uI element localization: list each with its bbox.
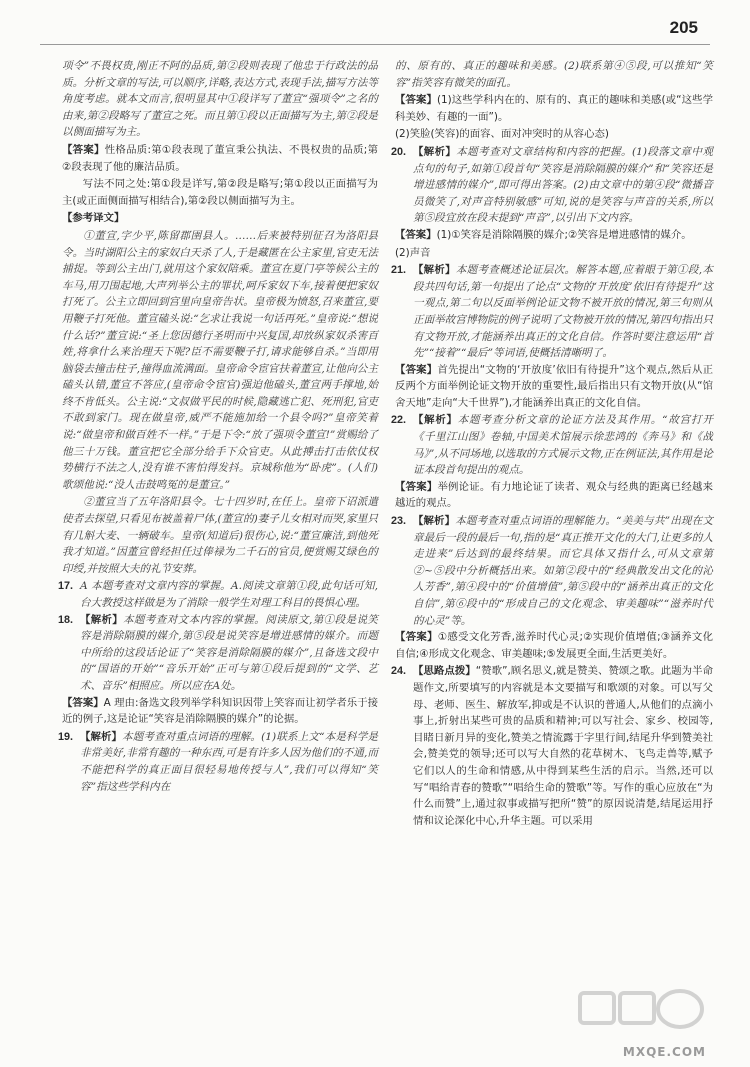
- answer-text: 举例论证。有力地论证了读者、观众与经典的距离已经越来越近的观点。: [395, 480, 714, 510]
- question-number: 21.: [391, 264, 407, 277]
- question-number: 19.: [58, 730, 74, 743]
- header-rule: [40, 44, 710, 45]
- answer-label: 【答案】: [395, 631, 438, 644]
- answer-text: 写法不同之处:第①段是详写,第②段是略写;第①段以正面描写为主(或正面侧面描写相结合),第②段以侧面描写为主。: [62, 178, 378, 207]
- question-number: 22.: [391, 414, 407, 427]
- paragraph: 项令”不畏权贵,刚正不阿的品质,第②段则表现了他忠于行政法的品质。分析文章的写法,可以顺序,详略,表达方式,表现手法,描写方法等角度考虑。就本文而言,很明显其中①段详写了董宣“强项令”之名的由来,第②段略写了董宣之死。而且第①段以正面描写为主,第②段是以侧面描写为主。: [62, 60, 378, 139]
- question-text: A 本题考查对文章内容的掌握。A.阅读文章第①段,此句话可知,台大教授这样做是为了消除一般学生对理工科目的畏惧心理。: [80, 580, 378, 609]
- answer-text: 首先提出“文物的‘开放度’依旧有待提升”这个观点,然后从正反两个方面举例论证文物开放的重要性,最后指出只有文物开放(从“馆舍天地”走向“大千世界”),才能涵养出真正的文化自信。: [395, 363, 713, 409]
- analysis-label: 【解析】: [80, 613, 123, 626]
- analysis-label: 【解析】: [80, 730, 122, 743]
- hint-text: “赞歌”,顾名思义,就是赞美、赞颂之歌。此题为半命题作文,所要填写的内容就是本文要描写和歌颂的对象。可以写父母、老师、医生、解放军,抑或是不认识的普通人,从他们的点滴小事上,折射出某些可贵的品质和精神;可以写社会、家乡、校园等,目睹日新月异的变化,赞美之情流露于字里行间,结尾升华到赞美社会,赞美党的领导;还可以写大自然的花草树木、飞鸟走兽等,赋予它们以人的生命和情感,从中得到某些生活的启示。当然,还可以写“唱给青春的赞歌”“唱给生命的赞歌”等。写作的重心应放在“为什么而赞”上,通过叙事或描写把所“赞”的原因说清楚,结尾运用抒情和议论深化中心,升华主题。可以采用: [413, 665, 714, 827]
- question-19: [58, 729, 378, 795]
- answer-text: ①感受文化芳香,滋养时代心灵;②实现价值增值;③涵养文化自信;④形成文化观念、审美趣味;⑤发展更全面,生活更美好。: [395, 631, 714, 660]
- watermark-text: MXQE.COM: [622, 1045, 706, 1059]
- question-number: 18.: [58, 613, 74, 626]
- page-number: 205: [669, 18, 698, 37]
- left-column: [58, 58, 379, 795]
- analysis-label: 【解析】: [413, 145, 457, 158]
- answer-label: 【答案】: [395, 94, 437, 107]
- translation-paragraph: ②董宣当了五年洛阳县令。七十四岁时,在任上。皇帝下诏派遣使者去探望,只看见布被盖着尸体,(董宣的)妻子儿女相对而哭,家里只有几斛大麦、一辆破车。皇帝(知道后)很伤心,说:“董宣廉洁,到他死我才知道。”因董宣曾经担任过俸禄为二千石的官员,便赏赐艾绿色的印绶,并按照大夫的礼节安葬。: [62, 496, 378, 575]
- answer-text: 性格品质:第①段表现了董宣秉公执法、不畏权贵的品质;第②段表现了他的廉洁品质。: [62, 143, 378, 173]
- analysis-text: 本题考查分析文章的论证方法及其作用。“故宫打开《千里江山图》卷轴,中国美术馆展示徐悲鸿的《奔马》和《战马》”,从不同场地,以选取的方式展示文物,正在例证法,其作用是论证本段首句提出的观点。: [413, 414, 714, 477]
- watermark-logo-icon: [570, 985, 720, 1045]
- answer-text: A 理由:备选文段列举学科知识因带上笑容而让初学者乐于接近的例子,这是论证“笑容是消除隔膜的媒介”的论据。: [62, 696, 378, 726]
- question-number: 23.: [391, 515, 407, 528]
- answer-text: (2)声音: [395, 246, 431, 259]
- answer-label: 【答案】: [395, 480, 438, 493]
- answer-label: 【答案】: [62, 143, 105, 156]
- analysis-label: 【解析】: [413, 264, 456, 277]
- hint-label: 【思路点拨】: [413, 665, 476, 678]
- analysis-text: 本题考查对文本内容的掌握。阅读原文,第①段是说笑容是消除隔膜的媒介,第⑤段是说笑容是增进感情的媒介。而题中所给的这段话论证了“笑容是消除隔膜的媒介”,且备选文段中的“国语的开始”“音乐开始”正可与第①段后提到的“文学、艺术、音乐”相照应。所以应在A处。: [80, 613, 379, 692]
- question-17: [58, 578, 378, 611]
- answer-label: 【答案】: [395, 363, 438, 376]
- answer-label: 【答案】: [62, 696, 104, 709]
- analysis-label: 【解析】: [413, 414, 458, 427]
- reference-translation-label: 【参考译文】: [62, 212, 125, 225]
- question-number: 20.: [391, 145, 407, 158]
- answer-text: (2)笑脸(笑容)的面容、面对冲突时的从容心态): [395, 128, 609, 141]
- analysis-text: 本题考查对文章结构和内容的把握。(1)段落文章中观点句的句子,如第①段首句“笑容是消除隔膜的媒介”和“笑容还是增进感情的媒介”,即可得出答案。(2)由文章中的第④段“微播音员微笑了,对声音特别敏感”可知,说的是笑容与声音的关系,所以第⑤段宜放在段末提到“声音”,以引出下文内容。: [413, 145, 713, 225]
- translation-paragraph: ①董宣,字少平,陈留郡圉县人。……后来被特别征召为洛阳县令。当时湖阳公主的家奴白天杀了人,于是藏匿在公主家里,官吏无法捕捉。等到公主出门,就用这个家奴陪乘。董宣在夏门亭等候公主的车马,用刀围起地,大声列举公主的罪状,呵斥家奴下车,接着便把家奴打死了。公主立即回到宫里向皇帝告状。皇帝极为愤怒,召来董宣,要用鞭子打死他。董宣磕头说:“乞求让我说一句话再死。”皇帝说:“想说什么话?”董宣说:“圣上您因德行圣明而中兴复国,却放纵家奴杀害百姓,将拿什么来治理天下呢?臣不需要鞭子打,请求能够自杀。”当即用脑袋去撞击柱子,撞得血流满面。皇帝命令宦官扶着董宣,让他向公主磕头认错,董宣不答应,(皇帝命令宦官)强迫他磕头,董宣两手撑地,始终不肯低头。公主说:“文叔做平民的时候,隐藏逃亡犯、死刑犯,官吏不敢到家门。现在做皇帝,威严不能施加给一个县令吗?”皇帝笑着说:“做皇帝和做百姓不一样。”于是下令:“放了强项令董宣!”赏赐给了他三十万钱。董宣把它全部分给手下众官吏。从此搏击打击依仗权势横行不法之人,没有谁不害怕得发抖。京城称他为“卧虎”。(人们)歌颂他说:“没人击鼓鸣冤的是董宣。”: [62, 229, 378, 491]
- question-24: [391, 663, 714, 829]
- question-21: [391, 262, 714, 362]
- analysis-text: 本题考查对重点词语的理解能力。“美美与共”出现在文章最后一段的最后一句,指的是“真正推开文化的大门,让更多的人走进来”后达到的最终结果。而它具体又指什么,可从文章第②~⑤段中分析概括出来。如第②段中的“经典散发出文化的沁人芳香”,第④段中的“价值增值”,第⑤段中的“涵养出真正的文化自信”,第⑥段中的“形成自己的文化观念、审美趣味”“滋养时代的心灵”等。: [413, 515, 713, 627]
- question-number: 24.: [391, 665, 407, 678]
- analysis-text: 本题考查概述论证层次。解答本题,应着眼于第①段,本段共四句话,第一句提出了论点“文物的‘开放度’依旧有待提升”这一观点,第二句以反面举例论证文物不被开放的情况,第三句则从正面举故宫博物院的例子说明了文物被开放的情况,第四句指出只有文物开放,才能涵养出真正的文化自信。作答时要注意运用“首先”“接着”“最后”等词语,使概括清晰明了。: [413, 264, 714, 360]
- question-18: [58, 612, 379, 695]
- answer-text: (1)①笑容是消除隔膜的媒介;②笑容是增进感情的媒介。: [436, 228, 692, 241]
- answer-label: 【答案】: [395, 228, 437, 241]
- analysis-label: 【解析】: [413, 515, 456, 528]
- answer-text: (1)这些学科内在的、原有的、真正的趣味和美感(或“这些学科美妙、有趣的一面”)。: [395, 94, 713, 123]
- paragraph: 的、原有的、真正的趣味和美感。(2)联系第④⑤段,可以推知“笑容”指笑容有微笑的面孔。: [395, 60, 713, 89]
- question-22: [391, 412, 714, 478]
- right-column: [391, 58, 714, 829]
- analysis-text: 本题考查对重点词语的理解。(1)联系上文“本是科学是非常美好,非常有趣的一种东西,可是有许多人因为他们的不通,而不能把科学的真正面目很轻易地传授与人”,我们可以得知“笑容”指这些学科内在: [80, 730, 378, 793]
- question-number: 17.: [58, 580, 74, 593]
- question-23: [391, 513, 713, 629]
- question-20: [391, 144, 713, 227]
